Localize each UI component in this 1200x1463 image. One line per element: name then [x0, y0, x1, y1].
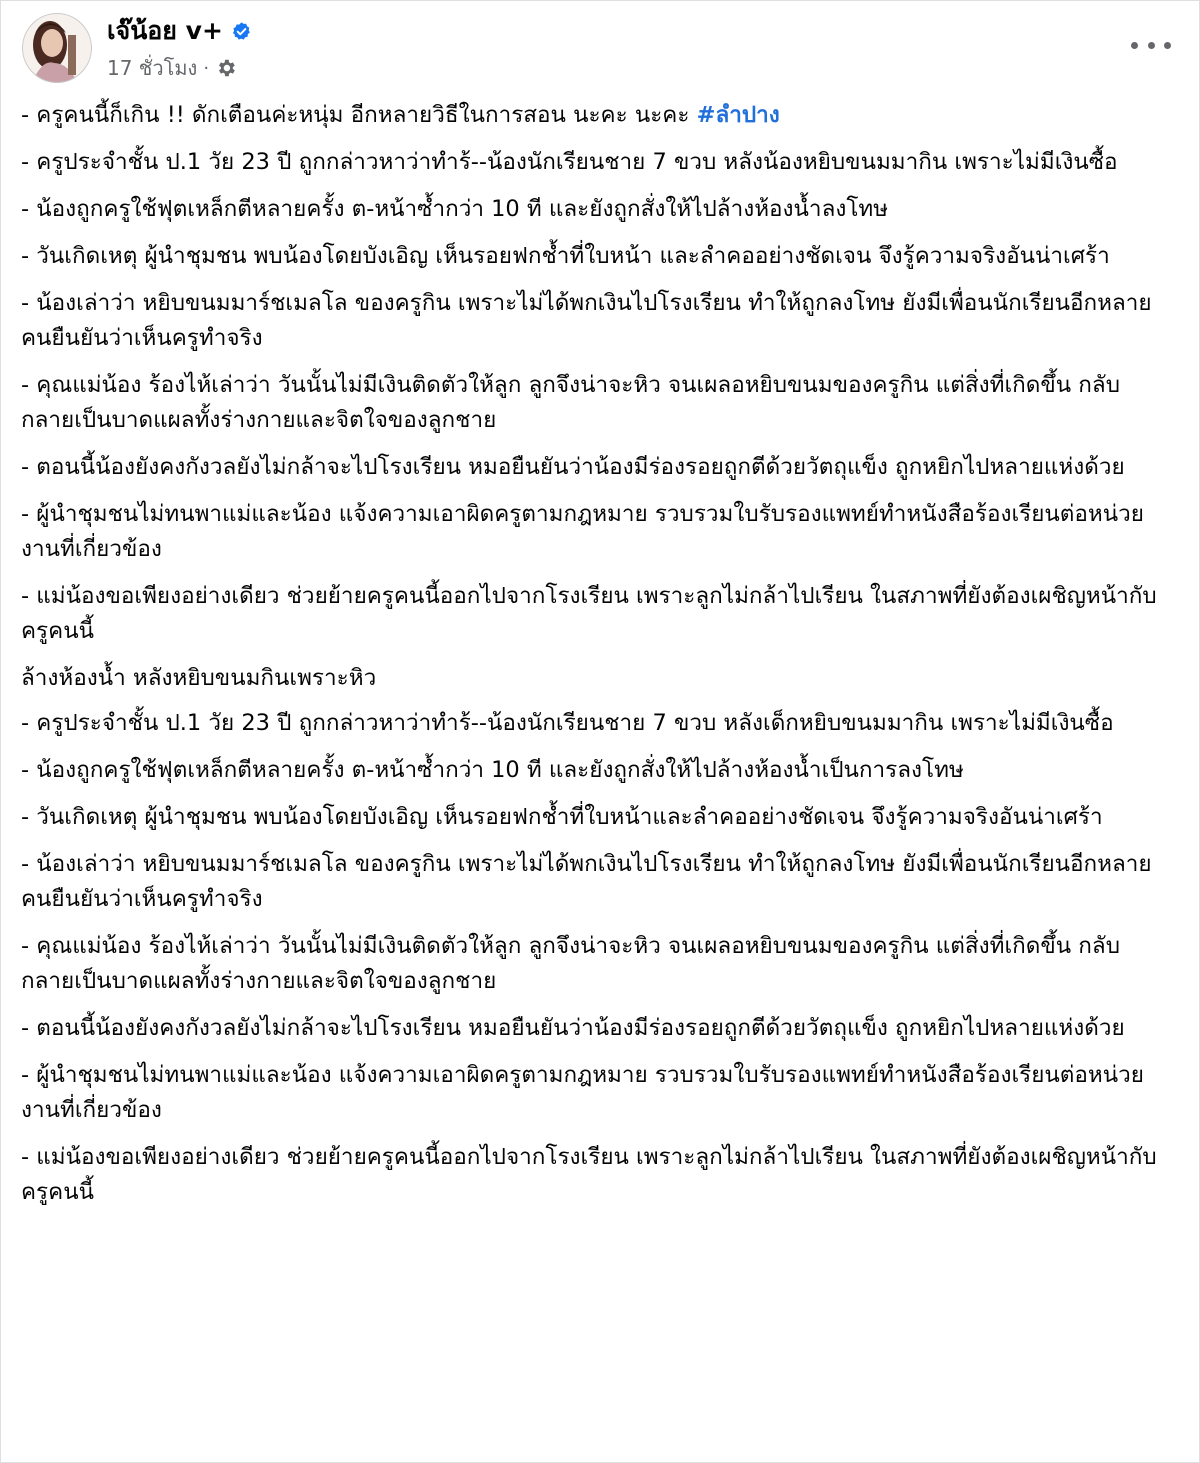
paragraph: - น้องถูกครูใช้ฟุตเหล็กตีหลายครั้ง ต-หน้าซ้ำกว่า 10 ที และยังถูกสั่งให้ไปล้างห้องน้ำเป็นการลงโทษ: [21, 757, 964, 783]
author-name[interactable]: เจ๊น้อย v+: [107, 16, 223, 45]
paragraph: - น้องเล่าว่า หยิบขนมมาร์ชเมลโล ของครูกิน เพราะไม่ได้พกเงินไปโรงเรียน ทำให้ถูกลงโทษ ยังมีเพื่อนนักเรียนอีกหลายคนยืนยันว่าเห็นครูทำจริง: [21, 290, 1152, 351]
paragraph: - ตอนนี้น้องยังคงกังวลยังไม่กล้าจะไปโรงเรียน หมอยืนยันว่าน้องมีร่องรอยถูกตีด้วยวัตถุแข็ง ถูกหยิกไปหลายแห่งด้วย: [21, 1015, 1125, 1041]
subheading: ล้างห้องน้ำ หลังหยิบขนมกินเพราะหิว: [21, 665, 377, 691]
paragraph: - ตอนนี้น้องยังคงกังวลยังไม่กล้าจะไปโรงเรียน หมอยืนยันว่าน้องมีร่องรอยถูกตีด้วยวัตถุแข็ง ถูกหยิกไปหลายแห่งด้วย: [21, 454, 1125, 480]
post-timestamp[interactable]: 17 ชั่วโมง: [107, 56, 198, 80]
paragraph: - คุณแม่น้อง ร้องไห้เล่าว่า วันนั้นไม่มีเงินติดตัวให้ลูก ลูกจึงน่าจะหิว จนเผลอหยิบขนมของครูกิน แต่สิ่งที่เกิดขึ้น กลับกลายเป็นบาดแผลทั้งร่างกายและจิตใจของลูกชาย: [21, 372, 1120, 433]
paragraph: - น้องเล่าว่า หยิบขนมมาร์ชเมลโล ของครูกิน เพราะไม่ได้พกเงินไปโรงเรียน ทำให้ถูกลงโทษ ยังมีเพื่อนนักเรียนอีกหลายคนยืนยันว่าเห็นครูทำจริง: [21, 851, 1152, 912]
verified-badge-icon: [231, 21, 252, 42]
paragraph: - ผู้นำชุมชนไม่ทนพาแม่และน้อง แจ้งความเอาผิดครูตามกฎหมาย รวบรวมใบรับรองแพทย์ทำหนังสือร้องเรียนต่อหน่วยงานที่เกี่ยวข้อง: [21, 1062, 1144, 1123]
paragraph: - วันเกิดเหตุ ผู้นำชุมชน พบน้องโดยบังเอิญ เห็นรอยฟกช้ำที่ใบหน้า และลำคออย่างชัดเจน จึงรู้ความจริงอันน่าเศร้า: [21, 243, 1110, 269]
meta-separator: ·: [203, 57, 210, 79]
post-meta: [107, 54, 237, 82]
author-line: [107, 14, 252, 48]
post-intro: [21, 98, 1171, 133]
paragraph: - แม่น้องขอเพียงอย่างเดียว ช่วยย้ายครูคนนี้ออกไปจากโรงเรียน เพราะลูกไม่กล้าไปเรียน ในสภาพที่ยังต้องเผชิญหน้ากับครูคนนี้: [21, 1144, 1157, 1205]
hashtag-link[interactable]: #ลำปาง: [696, 102, 780, 128]
author-avatar[interactable]: [22, 13, 92, 83]
post-body: [21, 98, 1171, 1222]
paragraph: - น้องถูกครูใช้ฟุตเหล็กตีหลายครั้ง ต-หน้าซ้ำกว่า 10 ที และยังถูกสั่งให้ไปล้างห้องน้ำลงโทษ: [21, 196, 889, 222]
paragraph: - วันเกิดเหตุ ผู้นำชุมชน พบน้องโดยบังเอิญ เห็นรอยฟกช้ำที่ใบหน้าและลำคออย่างชัดเจน จึงรู้ความจริงอันน่าเศร้า: [21, 804, 1103, 830]
paragraph: - ครูประจำชั้น ป.1 วัย 23 ปี ถูกกล่าวหาว่าทำร้--น้องนักเรียนชาย 7 ขวบ หลังน้องหยิบขนมมากิน เพราะไม่มีเงินซื้อ: [21, 149, 1118, 175]
more-options-icon[interactable]: [1131, 33, 1171, 57]
gear-icon[interactable]: [215, 57, 237, 79]
post-header: [1, 1, 1200, 96]
intro-text: - ครูคนนี้ก็เกิน !! ดักเตือนค่ะหนุ่ม อีกหลายวิธีในการสอน นะคะ นะคะ: [21, 102, 697, 128]
paragraph: - ผู้นำชุมชนไม่ทนพาแม่และน้อง แจ้งความเอาผิดครูตามกฎหมาย รวบรวมใบรับรองแพทย์ทำหนังสือร้องเรียนต่อหน่วยงานที่เกี่ยวข้อง: [21, 501, 1144, 562]
paragraph: - ครูประจำชั้น ป.1 วัย 23 ปี ถูกกล่าวหาว่าทำร้--น้องนักเรียนชาย 7 ขวบ หลังเด็กหยิบขนมมากิน เพราะไม่มีเงินซื้อ: [21, 710, 1114, 736]
paragraph: - แม่น้องขอเพียงอย่างเดียว ช่วยย้ายครูคนนี้ออกไปจากโรงเรียน เพราะลูกไม่กล้าไปเรียน ในสภาพที่ยังต้องเผชิญหน้ากับครูคนนี้: [21, 583, 1157, 644]
paragraph: - คุณแม่น้อง ร้องไห้เล่าว่า วันนั้นไม่มีเงินติดตัวให้ลูก ลูกจึงน่าจะหิว จนเผลอหยิบขนมของครูกิน แต่สิ่งที่เกิดขึ้น กลับกลายเป็นบาดแผลทั้งร่างกายและจิตใจของลูกชาย: [21, 933, 1120, 994]
